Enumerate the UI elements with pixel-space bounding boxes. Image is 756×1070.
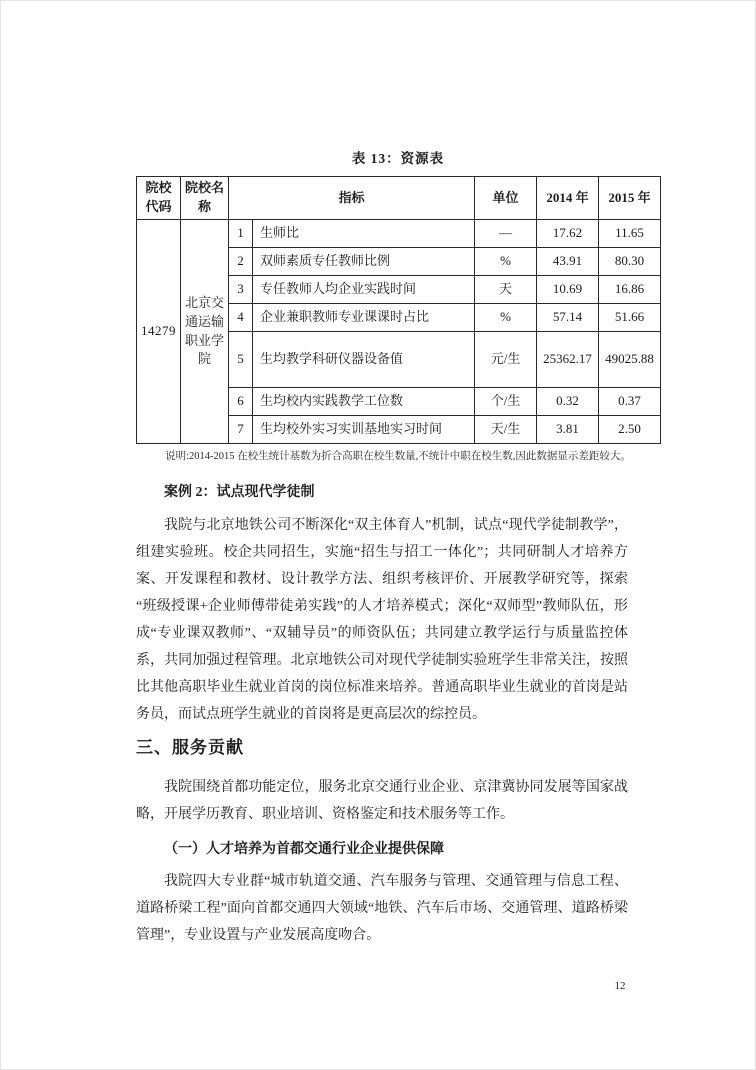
cell-indicator: 生均校内实践教学工位数 [253,388,475,416]
cell-unit: 天/生 [475,416,537,444]
sub1-heading: （一）人才培养为首都交通行业企业提供保障 [164,842,444,857]
row-number: 4 [229,304,253,332]
header-unit: 单位 [475,177,537,220]
cell-unit: 个/生 [475,388,537,416]
cell-2014: 0.32 [537,388,599,416]
row-number: 1 [229,220,253,248]
row-number: 5 [229,332,253,388]
cell-2014: 17.62 [537,220,599,248]
row-number: 6 [229,388,253,416]
case2-section [136,482,628,728]
row-number: 7 [229,416,253,444]
page-number: 12 [614,980,626,992]
service-section [136,736,628,949]
cell-2015: 0.37 [599,388,661,416]
sub1-paragraph: 我院四大专业群“城市轨道交通、汽车服务与管理、交通管理与信息工程、道路桥梁工程”面向首都交通四大领域“地铁、汽车后市场、交通管理、道路桥梁管理”，专业设置与产业发展高度吻合。 [136,874,628,943]
resource-table-block [136,147,660,463]
cell-unit: 天 [475,276,537,304]
cell-unit: 元/生 [475,332,537,388]
service-heading: 三、服务贡献 [136,738,244,757]
cell-2015: 2.50 [599,416,661,444]
cell-2015: 11.65 [599,220,661,248]
table-header-row [137,177,661,220]
cell-unit: % [475,248,537,276]
cell-2014: 25362.17 [537,332,599,388]
cell-2015: 51.66 [599,304,661,332]
resource-table [136,176,661,444]
case2-paragraph: 我院与北京地铁公司不断深化“双主体育人”机制，试点“现代学徒制教学”，组建实验班。校企共同招生，实施“招生与招工一体化”；共同研制人才培养方案、开发课程和教材、设计教学方法、组织考核评价、开展教学研究等，探索“班级授课+企业师傅带徒弟实践”的人才培养模式；深化“双师型”教师队伍，形成“专业课双教师”、“双辅导员”的师资队伍；共同建立教学运行与质量监控体系，共同加强过程管理。北京地铁公司对现代学徒制实验班学生非常关注，按照比其他高职毕业生就业首岗的岗位标准来培养。普通高职毕业生就业的首岗是站务员，而试点班学生就业的首岗将是更高层次的综控员。 [136,518,628,722]
service-paragraph: 我院围绕首都功能定位，服务北京交通行业企业、京津冀协同发展等国家战略，开展学历教育、职业培训、资格鉴定和技术服务等工作。 [136,780,628,822]
cell-2014: 10.69 [537,276,599,304]
table-footnote: 说明:2014-2015 在校生统计基数为折合高职在校生数量,不统计中职在校生数,因此数据显示差距较大。 [165,451,631,462]
cell-2014: 43.91 [537,248,599,276]
cell-2015: 16.86 [599,276,661,304]
header-institution-code: 院校代码 [137,177,181,220]
table-caption: 表 13：资源表 [351,151,445,166]
header-institution-name: 院校名称 [181,177,229,220]
cell-unit: % [475,304,537,332]
cell-2014: 3.81 [537,416,599,444]
table-row [137,220,661,248]
cell-indicator: 双师素质专任教师比例 [253,248,475,276]
cell-unit: — [475,220,537,248]
cell-2014: 57.14 [537,304,599,332]
institution-code: 14279 [137,220,181,444]
institution-name: 北京交通运输职业学院 [181,220,229,444]
header-2014: 2014 年 [537,177,599,220]
case2-heading: 案例 2：试点现代学徒制 [164,485,315,500]
row-number: 3 [229,276,253,304]
row-number: 2 [229,248,253,276]
cell-indicator: 生师比 [253,220,475,248]
header-indicator: 指标 [229,177,475,220]
header-2015: 2015 年 [599,177,661,220]
cell-indicator: 企业兼职教师专业课课时占比 [253,304,475,332]
cell-indicator: 专任教师人均企业实践时间 [253,276,475,304]
cell-indicator: 生均校外实习实训基地实习时间 [253,416,475,444]
cell-2015: 80.30 [599,248,661,276]
cell-indicator: 生均教学科研仪器设备值 [253,332,475,388]
cell-2015: 49025.88 [599,332,661,388]
